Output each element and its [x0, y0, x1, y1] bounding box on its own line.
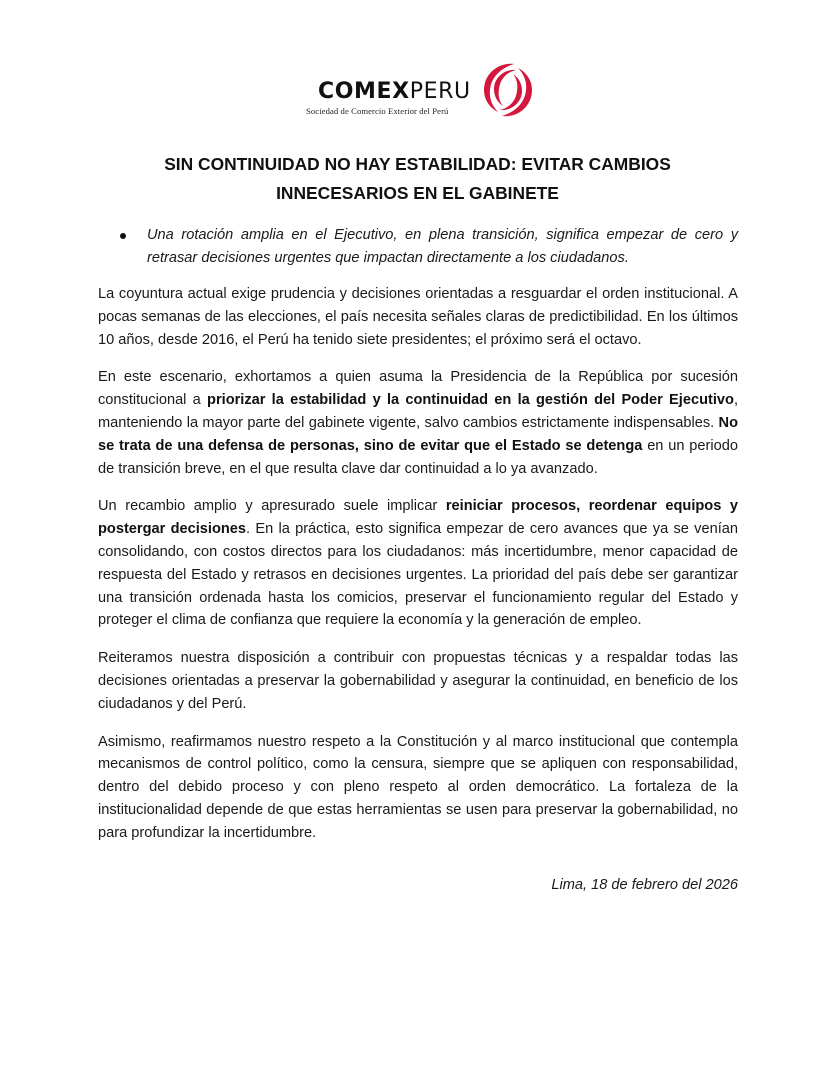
bullet-text: Una rotación amplia en el Ejecutivo, en plena transición, significa empezar de cero y retrasar decisiones urgentes que impactan directamente a los ciudadanos. — [147, 227, 738, 266]
paragraph-text: Reiteramos nuestra disposición a contribuir con propuestas técnicas y a respaldar todas las decisiones orientadas a preservar la gobernabilidad y asegurar la continuidad, en beneficio de los ciudadanos y del Perú. — [98, 650, 738, 712]
paragraph-2 — [98, 366, 738, 480]
paragraph-text: Asimismo, reafirmamos nuestro respeto a la Constitución y al marco institucional que contempla mecanismos de control político, como la censura, siempre que se apliquen con responsabilidad, dentro del debido proceso y con pleno respeto al orden democrático. La fortaleza de la institucionalidad depende de que estas herramientas se usen para preservar la gobernabilidad, no para profundizar la incertidumbre. — [98, 733, 738, 841]
paragraph-text: , manteniendo la mayor parte del gabinete vigente, salvo cambios estrictamente indispensables. — [98, 392, 738, 431]
paragraph-5 — [98, 731, 738, 845]
document-title — [110, 150, 725, 208]
emphasis-text: reiniciar procesos, reordenar equipos y postergar decisiones — [98, 498, 739, 538]
logo-name-light: PERU — [409, 79, 471, 104]
paragraph-3 — [98, 495, 738, 632]
logo-wordmark — [318, 81, 471, 103]
paragraph-4 — [98, 647, 738, 715]
paragraph-text: Un recambio amplio y apresurado suele implicar — [98, 498, 446, 515]
emphasis-text: priorizar la estabilidad y la continuidad en la gestión del Poder Ejecutivo — [207, 392, 734, 409]
place-date-line: Lima, 18 de febrero del 2026 — [551, 877, 738, 893]
paragraph-1 — [98, 283, 738, 351]
paragraph-text: En este escenario, exhortamos a quien asuma la Presidencia de la República por sucesión constitucional a — [98, 369, 738, 409]
emphasis-text: No se trata de una defensa de personas, sino de evitar que el Estado se detenga — [98, 414, 738, 454]
comexperu-logo — [306, 60, 538, 122]
title-line-2: INNECESARIOS EN EL GABINETE — [276, 183, 559, 203]
document-body — [98, 283, 738, 860]
logo-tagline: Sociedad de Comercio Exterior del Perú — [306, 106, 449, 116]
paragraph-text: La coyuntura actual exige prudencia y decisiones orientadas a resguardar el orden institucional. A pocas semanas de las elecciones, el país necesita señales claras de predictibilidad. En los últimos 10 años, desde 2016, el Perú ha tenido siete presidentes; el próximo será el octavo. — [98, 286, 738, 348]
paragraph-text: . En la práctica, esto significa empezar de cero avances que ya se venían consolidando, con costos directos para los ciudadanos: más incertidumbre, menor capacidad de respuesta del Estado y retrasos en decisiones urgentes. La prioridad del país debe ser garantizar una transición ordenada hasta los comicios, preservar el funcionamiento regular del Estado y proteger el clima de confianza que requiere la economía y la generación de empleo. — [98, 521, 738, 629]
logo-name-bold: COMEX — [318, 79, 410, 104]
paragraph-text: en un periodo de transición breve, en el que resulta clave dar continuidad a lo ya avanzado. — [98, 437, 738, 477]
bullet-dot-icon — [120, 233, 126, 239]
logo-swirl-icon — [478, 60, 538, 120]
title-line-1: SIN CONTINUIDAD NO HAY ESTABILIDAD: EVITAR CAMBIOS — [164, 154, 671, 174]
summary-bullet — [116, 224, 738, 270]
summary-bullet-list — [116, 224, 738, 270]
